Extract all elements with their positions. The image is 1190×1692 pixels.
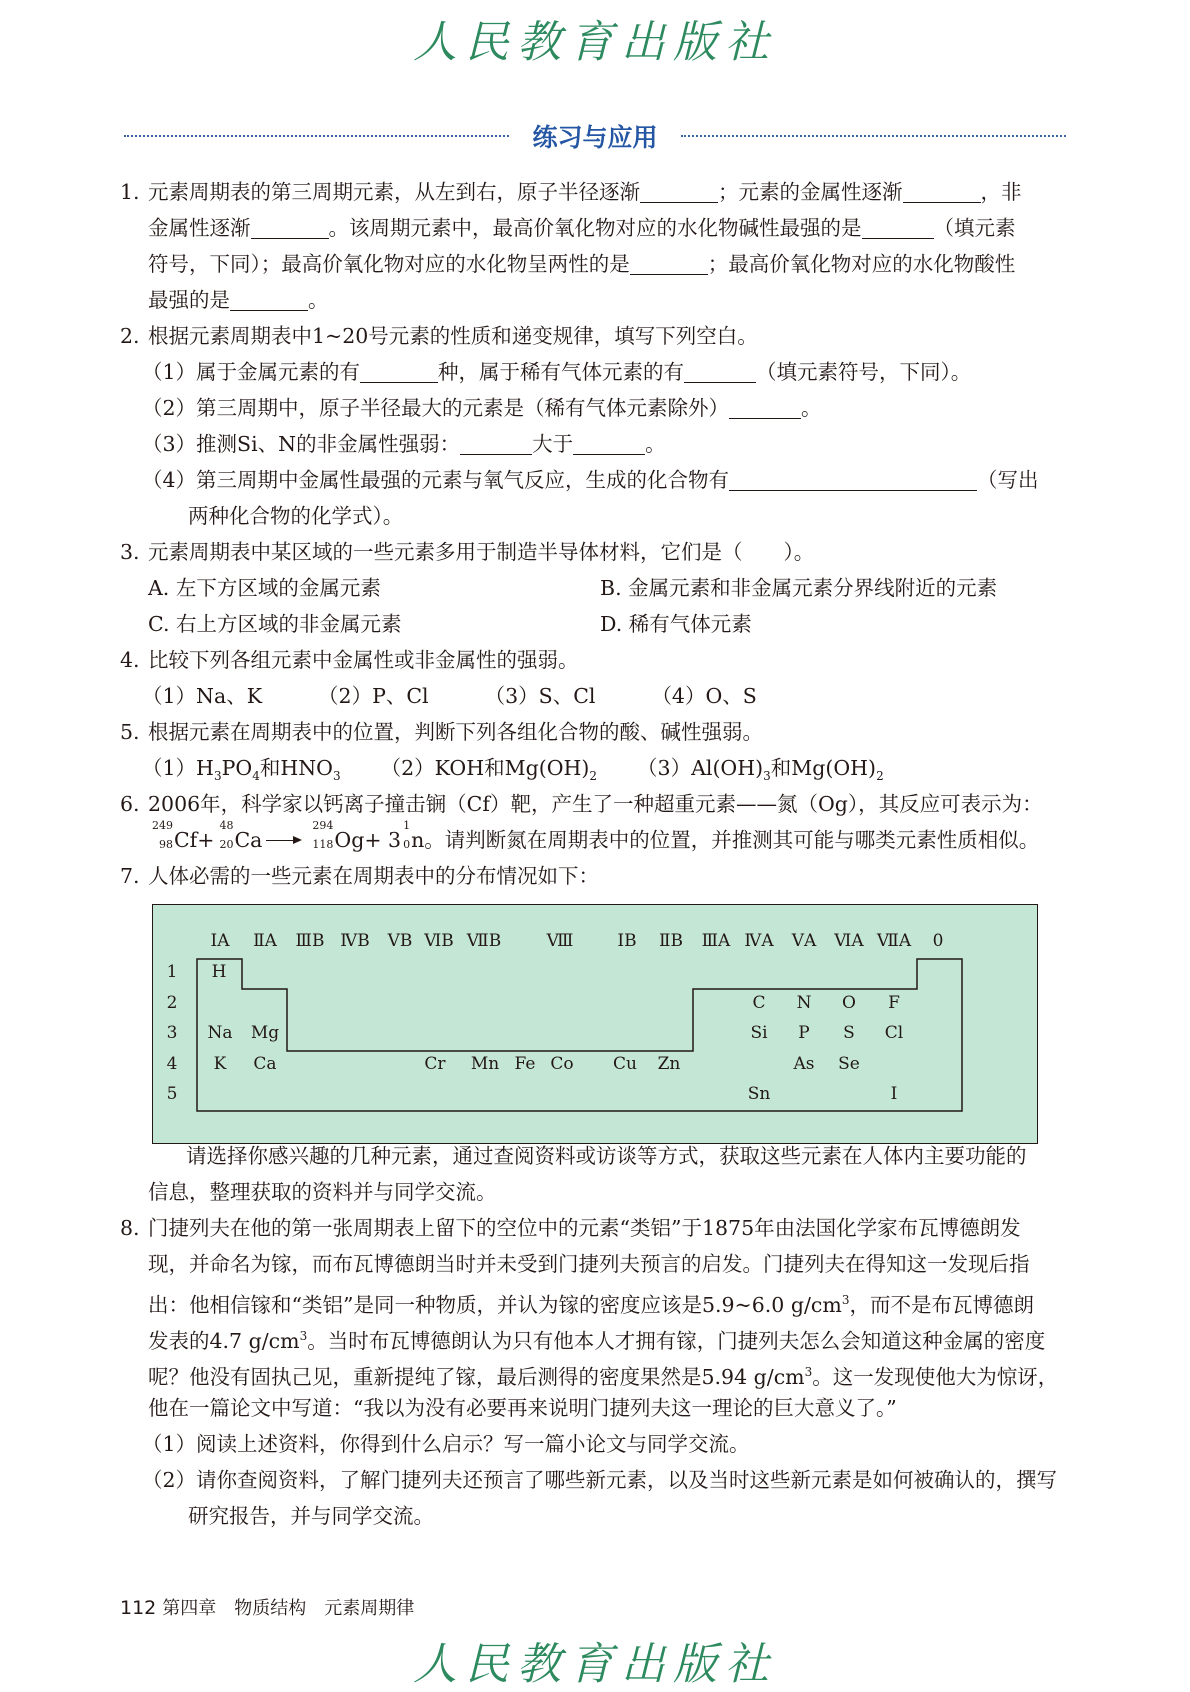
- element-o: O: [842, 993, 856, 1013]
- group-header: ⅤA: [791, 931, 817, 951]
- element-f: F: [888, 993, 900, 1013]
- option-c[interactable]: C. 右上方区域的非金属元素: [148, 612, 402, 636]
- group-header: ⅦA: [876, 931, 912, 951]
- element-n: N: [796, 993, 812, 1013]
- question-8-line-2: 现，并命名为镓，而布瓦博德朗当时并未受到门捷列夫预言的启发。门捷列夫在得知这一发现后指: [148, 1252, 1030, 1276]
- question-1-line-2: 金属性逐渐 。该周期元素中，最高价氧化物对应的水化物碱性最强的是 （填元素: [148, 216, 1016, 240]
- group-header: ⅡA: [253, 931, 277, 951]
- formula-aloh3: $Al(OH)_3$: [691, 756, 771, 784]
- formula-h3po4: $H_3PO_4$: [196, 756, 260, 784]
- question-1-line-3: 符号，下同）；最高价氧化物对应的水化物呈两性的是 ；最高价氧化物对应的水化物酸性: [148, 252, 1016, 276]
- element-se: Se: [838, 1054, 860, 1074]
- answer-blank[interactable]: [862, 214, 934, 239]
- question-7-para-1: 请选择你感兴趣的几种元素，通过查阅资料或访谈等方式，获取这些元素在人体内主要功能的: [186, 1144, 1027, 1168]
- option-b[interactable]: B. 金属元素和非金属元素分界线附近的元素: [600, 576, 998, 600]
- question-6-line-1: 6. 2006年，科学家以钙离子撞击锎（Cf）靶，产生了一种超重元素——氮（Og），其反应可表示为：: [120, 792, 1043, 816]
- period-number: 3: [166, 1023, 178, 1043]
- period-number: 4: [166, 1054, 178, 1074]
- answer-blank[interactable]: [630, 250, 708, 275]
- element-si: Si: [750, 1023, 768, 1043]
- formula-hno3: $HNO_3$: [280, 756, 341, 784]
- question-2-part-4: （4）第三周期中金属性最强的元素与氧气反应，生成的化合物有 （写出: [142, 468, 1039, 492]
- question-7-para-2: 信息，整理获取的资料并与同学交流。: [148, 1180, 497, 1204]
- element-fe: Fe: [514, 1054, 536, 1074]
- page-number: 112: [120, 1597, 157, 1619]
- question-5-parts: $(1)H_3PO_4$和$HNO_3$ （2）KOH和$Mg(OH)_2$ $(3)Al(OH)_3$和$Mg(OH)_2$: [142, 756, 884, 784]
- question-3-options-ab: [120, 570, 1065, 606]
- element-sn: Sn: [747, 1084, 771, 1104]
- formula-mgoh2: $Mg(OH)_2$: [791, 756, 884, 784]
- question-1-line-1: 1. 元素周期表的第三周期元素，从左到右，原子半径逐渐 ；元素的金属性逐渐 ，非: [120, 180, 1022, 204]
- question-8-line-1: 8. 门捷列夫在他的第一张周期表上留下的空位中的元素“类铝”于1875年由法国化学家布瓦博德朗发: [120, 1216, 1021, 1240]
- answer-blank[interactable]: [729, 466, 977, 491]
- question-7-stem: 7. 人体必需的一些元素在周期表中的分布情况如下：: [120, 864, 599, 888]
- question-8-part-2: （2）请你查阅资料，了解门捷列夫还预言了哪些新元素，以及当时这些新元素是如何被确认的，撰写: [142, 1468, 1058, 1492]
- period-number: 5: [166, 1084, 178, 1104]
- option-a[interactable]: A. 左下方区域的金属元素: [148, 576, 381, 600]
- element-k: K: [213, 1054, 227, 1074]
- question-2-part-4-cont: 两种化合物的化学式）。: [188, 504, 404, 528]
- chapter-title: 第四章 物质结构 元素周期律: [162, 1598, 415, 1619]
- reaction-arrow-icon: [262, 822, 306, 858]
- periodic-table-figure: [152, 904, 1038, 1144]
- group-header: ⅠB: [617, 931, 637, 951]
- question-2-stem: 2. 根据元素周期表中1~20号元素的性质和递变规律，填写下列空白。: [120, 324, 758, 348]
- formula-mgoh2: $Mg(OH)_2$: [504, 756, 598, 784]
- question-3-options-cd: [120, 606, 1065, 642]
- group-header: ⅣB: [340, 931, 370, 951]
- question-1-line-4: 最强的是 。: [148, 288, 329, 312]
- group-header: ⅡB: [658, 931, 684, 951]
- nuclide-ca: 48 20: [219, 819, 234, 851]
- element-cu: Cu: [613, 1054, 637, 1074]
- question-5-stem: 5. 根据元素在周期表中的位置，判断下列各组化合物的酸、碱性强弱。: [120, 720, 763, 744]
- group-header: 0: [932, 931, 944, 951]
- element-p: P: [798, 1023, 810, 1043]
- group-header: ⅢA: [701, 931, 731, 951]
- element-h: H: [211, 962, 227, 982]
- group-header: ⅥA: [834, 931, 864, 951]
- option-d[interactable]: D. 稀有气体元素: [600, 612, 752, 636]
- answer-blank[interactable]: [360, 358, 438, 383]
- element-cl: Cl: [884, 1023, 904, 1043]
- answer-blank[interactable]: [460, 430, 532, 455]
- element-as: As: [793, 1054, 815, 1074]
- period-number: 2: [166, 993, 178, 1013]
- answer-blank[interactable]: [729, 394, 801, 419]
- exercise-list: [120, 174, 1065, 1534]
- group-header: ⅣA: [744, 931, 774, 951]
- element-s: S: [843, 1023, 855, 1043]
- group-header: ⅠA: [210, 931, 230, 951]
- answer-blank[interactable]: [251, 214, 329, 239]
- answer-blank[interactable]: [640, 178, 718, 203]
- answer-blank[interactable]: [684, 358, 756, 383]
- question-4-stem: 4. 比较下列各组元素中金属性或非金属性的强弱。: [120, 648, 579, 672]
- answer-blank[interactable]: [903, 178, 981, 203]
- group-header: ⅥB: [424, 931, 454, 951]
- group-header: Ⅷ: [546, 931, 574, 951]
- element-co: Co: [550, 1054, 574, 1074]
- answer-blank[interactable]: [573, 430, 645, 455]
- question-8-line-3: 出：他相信镓和“类铝”是同一种物质，并认为镓的密度应该是5.9~6.0 $g/cm^3$，而不是布瓦博德朗: [148, 1292, 1034, 1317]
- formula-koh: KOH: [434, 756, 485, 780]
- question-2-part-2: （2）第三周期中，原子半径最大的元素是（稀有气体元素除外） 。: [142, 396, 822, 420]
- publisher-logo: 人民教育出版社: [413, 17, 777, 68]
- element-mn: Mn: [470, 1054, 500, 1074]
- element-ca: Ca: [253, 1054, 277, 1074]
- question-4-parts: （1）Na、K （2）P、Cl （3）S、Cl （4）O、S: [142, 684, 757, 708]
- nuclide-og: 294 118: [312, 819, 334, 851]
- question-8-line-6: 他在一篇论文中写道：“我以为没有必要再来说明门捷列夫这一理论的巨大意义了。”: [148, 1396, 897, 1420]
- element-na: Na: [207, 1023, 233, 1043]
- group-header: ⅢB: [295, 931, 325, 951]
- question-2-part-3: （3）推测Si、N的非金属性强弱： 大于 。: [142, 432, 666, 456]
- nuclide-neutron: 1 0: [403, 819, 411, 851]
- publisher-logo: 人民教育出版社: [413, 1639, 777, 1690]
- answer-blank[interactable]: [230, 286, 308, 311]
- period-number: 1: [166, 962, 178, 982]
- group-header: ⅦB: [466, 931, 502, 951]
- element-cr: Cr: [424, 1054, 446, 1074]
- question-2-part-1: （1）属于金属元素的有 种，属于稀有气体元素的有 （填元素符号，下同）。: [142, 360, 972, 384]
- page-footer: [120, 1594, 414, 1620]
- section-title: 练习与应用: [532, 123, 658, 152]
- question-6-equation-line: 249 98 Cf+ 48 20 Ca 294 118 Og+ 3 1 0 n。请判断氮在周期表中的位置，并推测其可能与哪类元素性质相似。: [120, 822, 1065, 858]
- question-8-line-4: 发表的4.7 $g/cm^3$。当时布瓦博德朗认为只有他本人才拥有镓，门捷列夫怎么会知道这种金属的密度: [148, 1328, 1046, 1353]
- element-zn: Zn: [657, 1054, 681, 1074]
- question-8-line-5: 呢？他没有固执己见，重新提纯了镓，最后测得的密度果然是5.94 $g/cm^3$。这一发现使他大为惊讶，: [148, 1364, 1059, 1389]
- nuclide-cf: 249 98: [152, 819, 173, 851]
- element-c: C: [752, 993, 766, 1013]
- question-8-part-1: （1）阅读上述资料，你得到什么启示？写一篇小论文与同学交流。: [142, 1432, 750, 1456]
- section-title-bar: [124, 118, 1066, 154]
- group-header: ⅤB: [387, 931, 413, 951]
- element-i: I: [890, 1084, 898, 1104]
- question-3-stem: 3. 元素周期表中某区域的一些元素多用于制造半导体材料，它们是（ ）。: [120, 540, 815, 564]
- question-8-part-2-cont: 研究报告，并与同学交流。: [188, 1504, 434, 1528]
- element-mg: Mg: [250, 1023, 280, 1043]
- dotted-rule-right: [681, 135, 1066, 137]
